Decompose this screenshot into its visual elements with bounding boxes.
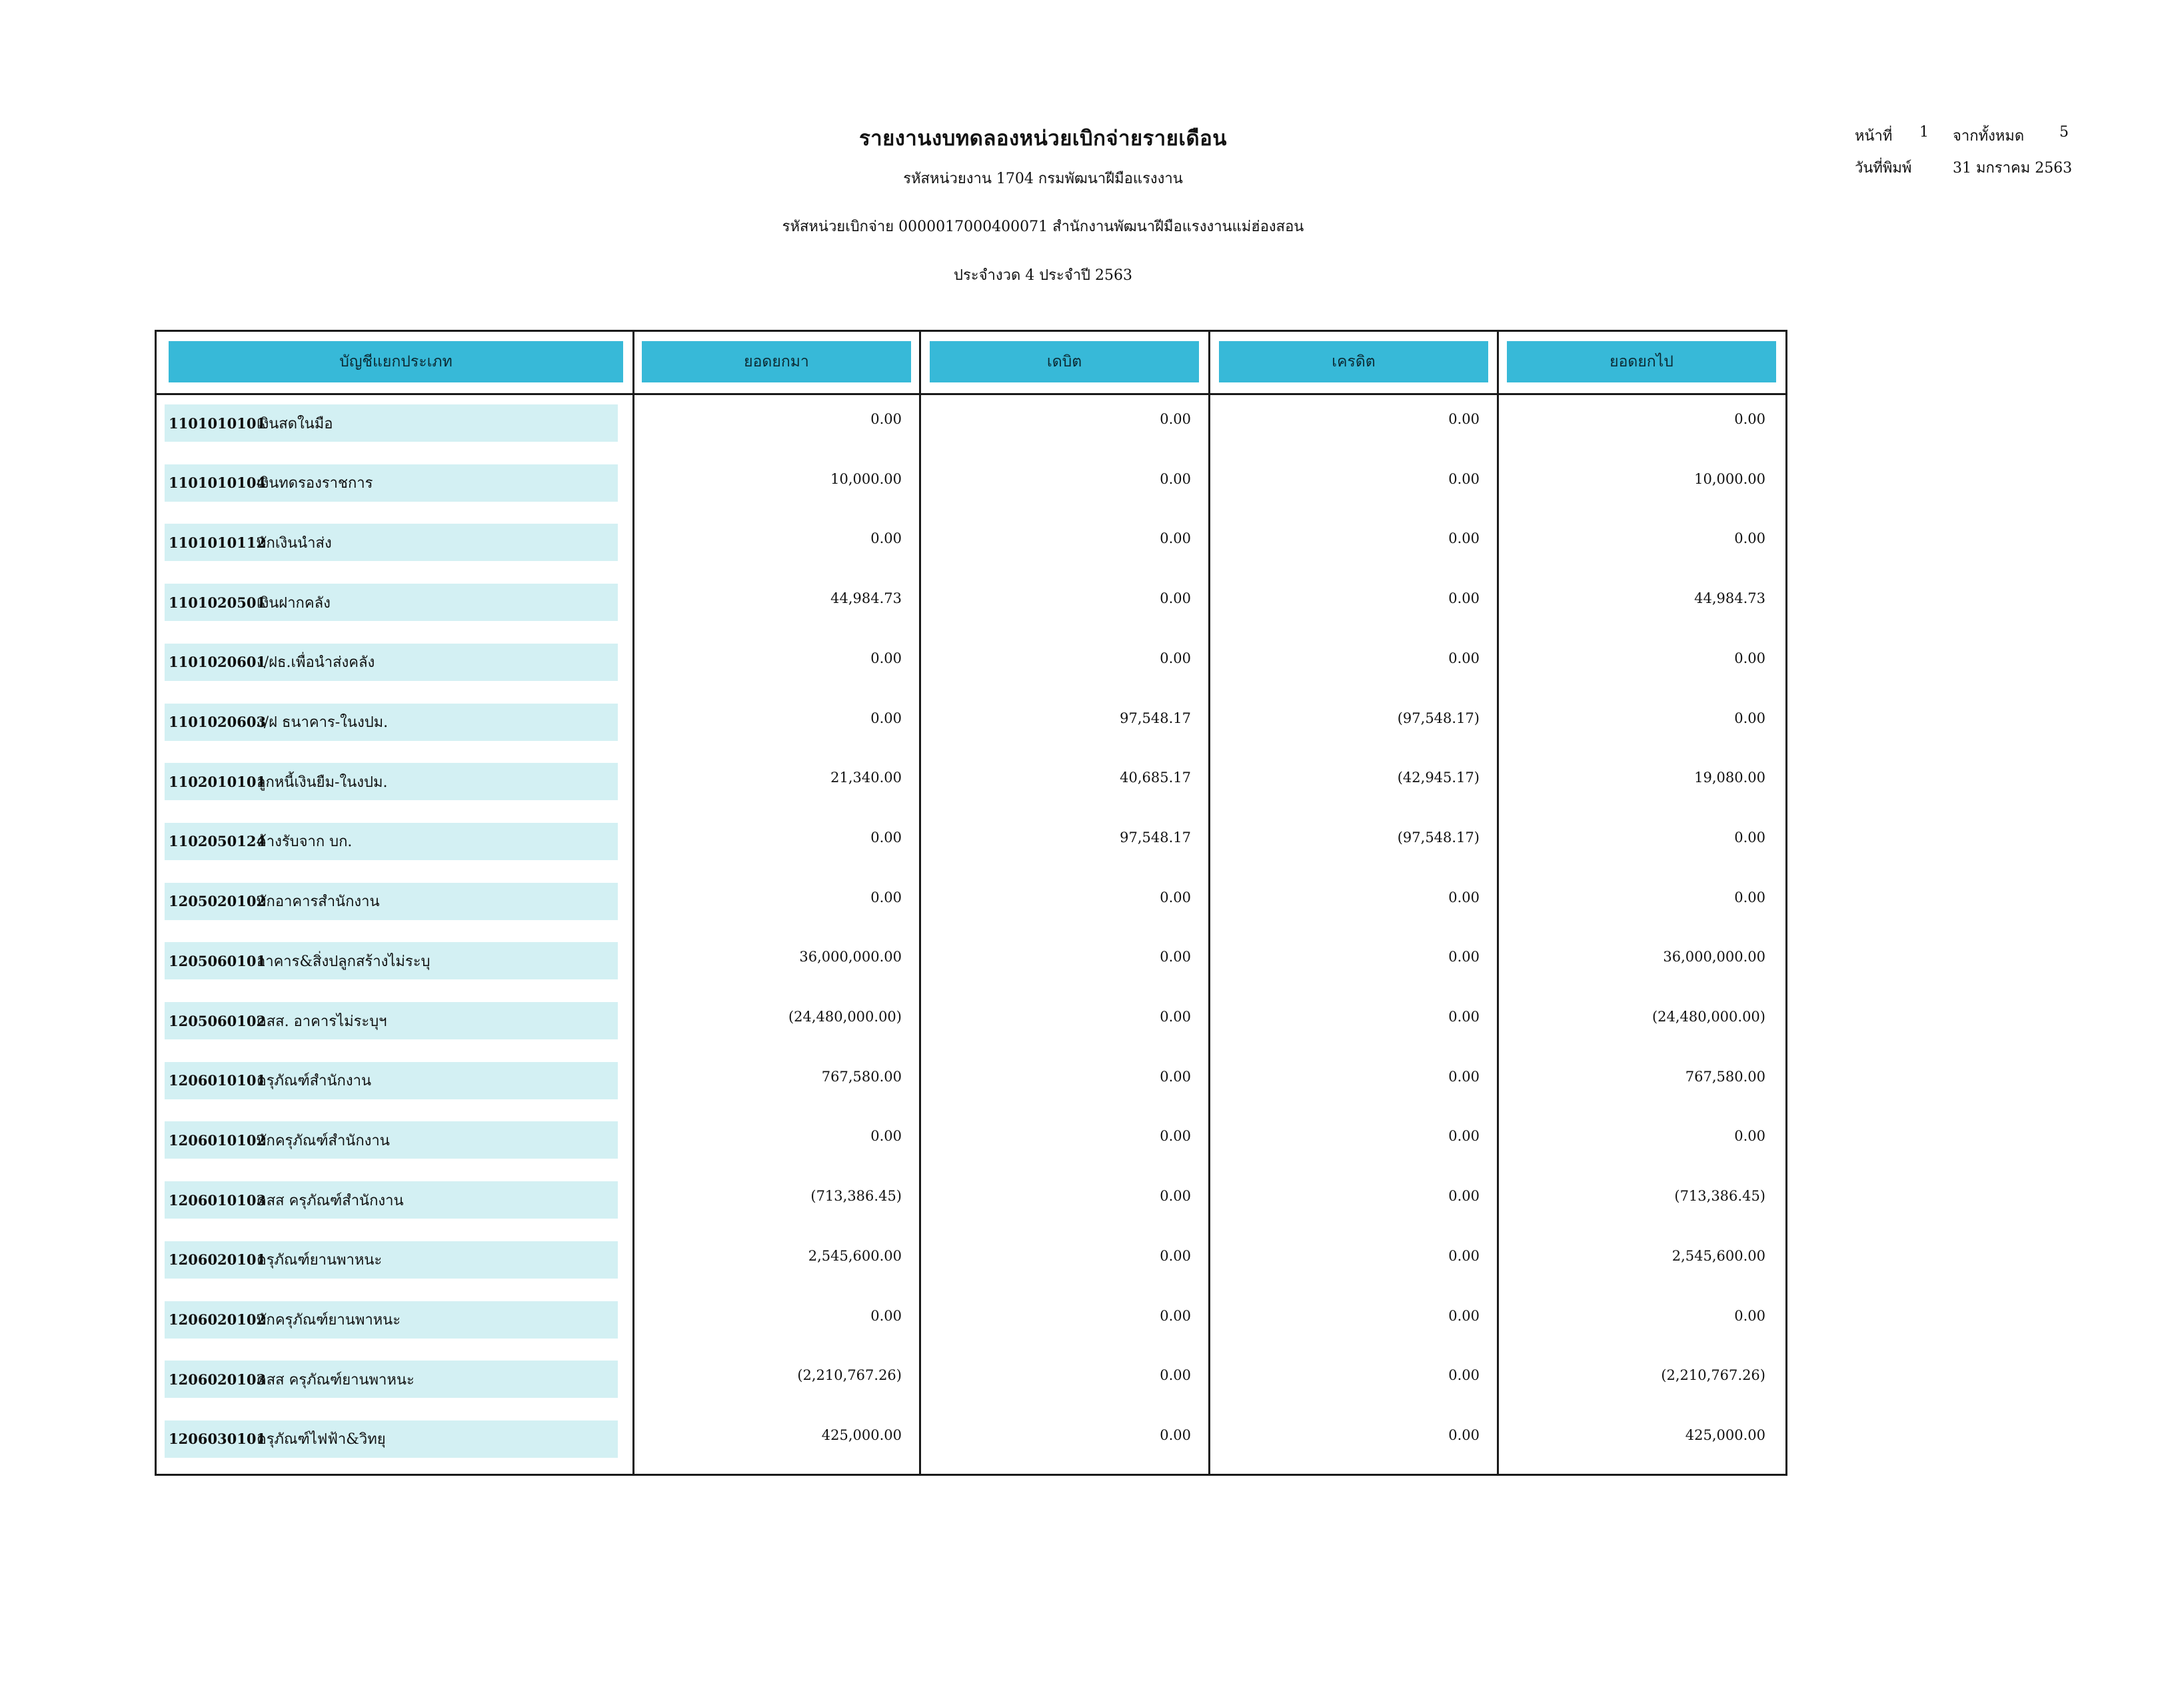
account-cell [165, 1241, 618, 1279]
cell-credit: (97,548.17) [1397, 710, 1480, 726]
account-cell [165, 1121, 618, 1159]
cell-brought-forward: 0.00 [870, 1128, 902, 1145]
account-cell [165, 1181, 618, 1219]
account-code: 1102010101 [169, 773, 267, 790]
account-name: ครุภัณฑ์ไฟฟ้า&วิทยุ [257, 1431, 386, 1448]
cell-brought-forward: 0.00 [870, 710, 902, 726]
cell-brought-forward: 21,340.00 [830, 770, 902, 786]
account-name: คสส. อาคารไม่ระบุฯ [257, 1013, 387, 1030]
cell-brought-forward: (2,210,767.26) [797, 1367, 902, 1384]
cell-debit: 0.00 [1160, 1367, 1191, 1384]
cell-debit: 0.00 [1160, 1188, 1191, 1205]
cell-credit: 0.00 [1448, 590, 1480, 607]
cell-credit: 0.00 [1448, 1426, 1480, 1443]
cell-debit: 0.00 [1160, 1426, 1191, 1443]
table-row [157, 641, 1785, 681]
cell-carried-forward: 425,000.00 [1685, 1426, 1765, 1443]
account-name: คสส ครุภัณฑ์ยานพาหนะ [257, 1371, 415, 1389]
cell-debit: 97,548.17 [1120, 829, 1191, 845]
cell-carried-forward: 0.00 [1734, 411, 1765, 427]
account-code: 1101020601 [169, 654, 267, 671]
account-code: 1101020603 [169, 714, 267, 730]
cell-debit: 0.00 [1160, 1068, 1191, 1085]
cell-debit: 0.00 [1160, 889, 1191, 905]
column-header-brought-forward: ยอดยกมา [642, 341, 911, 382]
cell-carried-forward: (2,210,767.26) [1661, 1367, 1765, 1384]
cell-carried-forward: 0.00 [1734, 1128, 1765, 1145]
account-name: พักอาคารสำนักงาน [257, 893, 380, 911]
cell-brought-forward: 10,000.00 [830, 470, 902, 487]
account-code: 1205060101 [169, 952, 267, 969]
disbursement-unit-line: รหัสหน่วยเบิกจ่าย 0000017000400071 สำนักงานพัฒนาฝีมือแรงงานแม่ฮ่องสอน [782, 219, 1304, 235]
cell-debit: 0.00 [1160, 1128, 1191, 1145]
cell-credit: 0.00 [1448, 530, 1480, 547]
cell-debit: 0.00 [1160, 1247, 1191, 1264]
cell-credit: 0.00 [1448, 1188, 1480, 1205]
account-cell [165, 584, 618, 621]
cell-credit: 0.00 [1448, 1009, 1480, 1025]
cell-carried-forward: 44,984.73 [1694, 590, 1765, 607]
print-date-value: 31 มกราคม 2563 [1953, 160, 2073, 177]
cell-carried-forward: (24,480,000.00) [1651, 1009, 1765, 1025]
cell-brought-forward: 44,984.73 [830, 590, 902, 607]
print-date-label: วันที่พิมพ์ [1855, 160, 1912, 177]
cell-carried-forward: 0.00 [1734, 650, 1765, 666]
account-cell [165, 942, 618, 979]
cell-carried-forward: (713,386.45) [1674, 1188, 1765, 1205]
column-header-debit: เดบิต [930, 341, 1199, 382]
account-name: ง/ฝธ.เพื่อนำส่งคลัง [257, 654, 375, 672]
account-name: เงินฝากคลัง [257, 594, 331, 612]
account-code: 1101010104 [169, 474, 267, 492]
column-header-carried-forward: ยอดยกไป [1507, 341, 1776, 382]
table-row [157, 462, 1785, 502]
table-row [157, 521, 1785, 561]
page-label: หน้าที่ [1855, 128, 1893, 145]
account-name: ครุภัณฑ์สำนักงาน [257, 1073, 371, 1090]
page-total: 5 [2059, 124, 2069, 141]
account-code: 1206020101 [169, 1251, 267, 1269]
account-cell [165, 1361, 618, 1398]
cell-debit: 0.00 [1160, 530, 1191, 547]
account-code: 1101010101 [169, 414, 267, 432]
cell-debit: 0.00 [1160, 590, 1191, 607]
account-name: ค้างรับจาก บก. [257, 834, 353, 851]
account-code: 1206010102 [169, 1131, 267, 1149]
cell-carried-forward: 0.00 [1734, 889, 1765, 905]
header-divider [157, 393, 1785, 395]
period-line: ประจำงวด 4 ประจำปี 2563 [954, 267, 1132, 284]
account-code: 1206020102 [169, 1311, 267, 1328]
account-code: 1206010101 [169, 1072, 267, 1089]
account-name: พักครุภัณฑ์สำนักงาน [257, 1132, 390, 1149]
cell-debit: 0.00 [1160, 470, 1191, 487]
cell-brought-forward: 2,545,600.00 [808, 1247, 902, 1264]
table-row [157, 880, 1785, 920]
table-row [157, 1299, 1785, 1339]
account-name: ลูกหนี้เงินยืม-ในงปม. [257, 774, 388, 791]
cell-debit: 0.00 [1160, 1009, 1191, 1025]
cell-brought-forward: 0.00 [870, 411, 902, 427]
table-row [157, 402, 1785, 442]
account-cell [165, 704, 618, 741]
table-row [157, 939, 1785, 979]
account-cell [165, 404, 618, 442]
cell-credit: (97,548.17) [1397, 829, 1480, 845]
cell-brought-forward: (713,386.45) [810, 1188, 902, 1205]
cell-carried-forward: 0.00 [1734, 1307, 1765, 1324]
account-code: 1101010112 [169, 534, 267, 551]
table-row [157, 701, 1785, 741]
cell-carried-forward: 0.00 [1734, 530, 1765, 547]
cell-debit: 97,548.17 [1120, 710, 1191, 726]
cell-debit: 40,685.17 [1120, 770, 1191, 786]
table-row [157, 1358, 1785, 1398]
cell-brought-forward: 0.00 [870, 889, 902, 905]
cell-credit: 0.00 [1448, 411, 1480, 427]
table-row [157, 1119, 1785, 1159]
agency-line: รหัสหน่วยงาน 1704 กรมพัฒนาฝีมือแรงงาน [903, 171, 1183, 187]
cell-credit: 0.00 [1448, 949, 1480, 965]
account-name: ง/ฝ ธนาคาร-ในงปม. [257, 714, 389, 731]
account-cell [165, 1062, 618, 1099]
table-row [157, 1179, 1785, 1219]
cell-brought-forward: 425,000.00 [821, 1426, 902, 1443]
cell-credit: 0.00 [1448, 650, 1480, 666]
cell-carried-forward: 2,545,600.00 [1671, 1247, 1765, 1264]
account-name: ครุภัณฑ์ยานพาหนะ [257, 1252, 383, 1269]
cell-carried-forward: 10,000.00 [1694, 470, 1765, 487]
account-code: 1205020102 [169, 893, 267, 910]
cell-debit: 0.00 [1160, 1307, 1191, 1324]
cell-credit: (42,945.17) [1397, 770, 1480, 786]
cell-credit: 0.00 [1448, 1367, 1480, 1384]
cell-carried-forward: 36,000,000.00 [1663, 949, 1765, 965]
account-cell [165, 763, 618, 800]
account-name: พักเงินนำส่ง [257, 534, 332, 552]
cell-brought-forward: 767,580.00 [821, 1068, 902, 1085]
cell-brought-forward: 0.00 [870, 1307, 902, 1324]
account-cell [165, 1002, 618, 1039]
account-name: คสส ครุภัณฑ์สำนักงาน [257, 1192, 404, 1209]
account-cell [165, 883, 618, 920]
cell-credit: 0.00 [1448, 1128, 1480, 1145]
cell-brought-forward: (24,480,000.00) [788, 1009, 902, 1025]
cell-carried-forward: 767,580.00 [1685, 1068, 1765, 1085]
table-row [157, 581, 1785, 621]
account-name: เงินสดในมือ [257, 415, 333, 432]
account-code: 1206030101 [169, 1430, 267, 1448]
account-code: 1102050124 [169, 833, 267, 850]
cell-credit: 0.00 [1448, 889, 1480, 905]
account-code: 1205060102 [169, 1012, 267, 1029]
table-row [157, 999, 1785, 1039]
account-cell [165, 524, 618, 561]
table-row [157, 760, 1785, 800]
cell-credit: 0.00 [1448, 1068, 1480, 1085]
account-name: เงินทดรองราชการ [257, 475, 373, 492]
cell-debit: 0.00 [1160, 411, 1191, 427]
cell-carried-forward: 0.00 [1734, 829, 1765, 845]
account-code: 1206020103 [169, 1371, 267, 1388]
cell-brought-forward: 0.00 [870, 650, 902, 666]
account-cell [165, 1420, 618, 1458]
cell-brought-forward: 0.00 [870, 530, 902, 547]
cell-brought-forward: 36,000,000.00 [799, 949, 902, 965]
account-cell [165, 464, 618, 502]
cell-credit: 0.00 [1448, 1307, 1480, 1324]
cell-carried-forward: 0.00 [1734, 710, 1765, 726]
account-name: พักครุภัณฑ์ยานพาหนะ [257, 1312, 401, 1329]
account-code: 1101020501 [169, 594, 267, 611]
cell-credit: 0.00 [1448, 470, 1480, 487]
account-code: 1206010103 [169, 1191, 267, 1209]
account-cell [165, 823, 618, 860]
page-of-label: จากทั้งหมด [1953, 128, 2025, 145]
account-cell [165, 644, 618, 681]
trial-balance-table [155, 330, 1787, 1476]
cell-debit: 0.00 [1160, 650, 1191, 666]
column-header-account: บัญชีแยกประเภท [169, 341, 623, 382]
column-header-credit: เครดิต [1219, 341, 1488, 382]
table-row [157, 1059, 1785, 1099]
page-number: 1 [1919, 124, 1929, 141]
table-row [157, 1418, 1785, 1458]
table-row [157, 1239, 1785, 1279]
table-row [157, 820, 1785, 860]
cell-debit: 0.00 [1160, 949, 1191, 965]
cell-brought-forward: 0.00 [870, 829, 902, 845]
report-title: รายงานงบทดลองหน่วยเบิกจ่ายรายเดือน [859, 127, 1227, 151]
cell-credit: 0.00 [1448, 1247, 1480, 1264]
account-cell [165, 1301, 618, 1339]
account-name: อาคาร&สิ่งปลูกสร้างไม่ระบุ [257, 953, 431, 970]
cell-carried-forward: 19,080.00 [1694, 770, 1765, 786]
